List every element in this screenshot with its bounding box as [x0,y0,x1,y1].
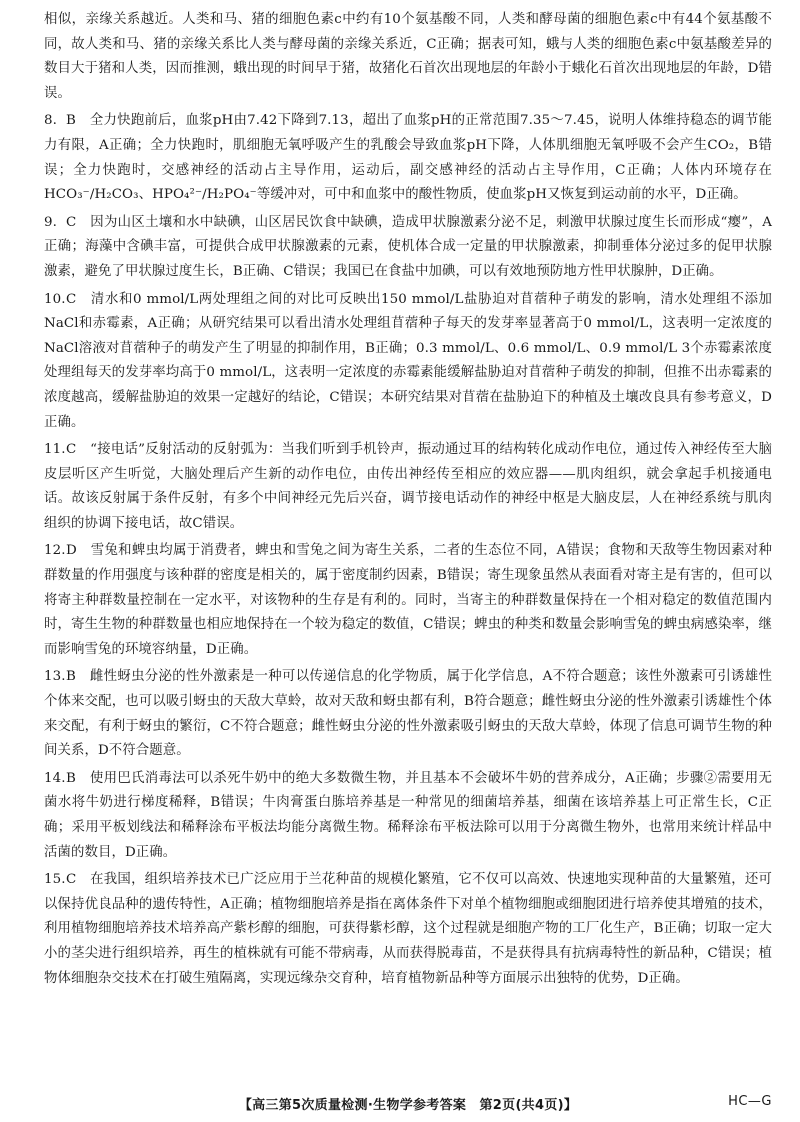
item-answer: B [66,669,76,685]
item-explanation: 清水和0 mmol/L两处理组之间的对比可反映出150 mmol/L盐胁迫对苜蓿种子萌发的影响，清水处理组不添加NaCl和赤霉素，A正确；从研究结果可以看出清水处理组苜蓿种子每天的发芽率显著高于0 mmol/L，这表明一定浓度的NaCl溶液对苜蓿种子的萌发产生了明显的抑制作用，B正确；0.3 mmol/L、0.6 mmol/L、0.9 mmol/L 3个赤霉素浓度处理组每天的发芽率均高于0 mmol/L，这表明一定浓度的赤霉素能缓解盐胁迫对苜蓿种子萌发的抑制，但推不出赤霉素的浓度越高，缓解盐胁迫的效果一定越好的结论，C错误；本研究结果对苜蓿在盐胁迫下的种植及土壤改良具有参考意义，D正确。 [44,291,772,430]
item-number: 9. [44,214,57,230]
item-explanation: 雪兔和蜱虫均属于消费者，蜱虫和雪兔之间为寄生关系，二者的生态位不同，A错误；食物和天敌等生物因素对种群数量的作用强度与该种群的密度是相关的，属于密度制约因素，B错误；寄生现象虽然从表面看对寄主是有害的，但可以将寄主种群数量控制在一定水平，对该物种的生存是有利的。同时，当寄主的种群数量保持在一个相对稳定的数值范围内时，寄生生物的种群数量也相应地保持在一个较为稳定的数值，C错误；蜱虫的种类和数量会影响雪兔的蜱虫病感染率，继而影响雪兔的环境容纳量，D正确。 [44,543,772,657]
answer-items [44,109,772,991]
item-explanation: 雌性蚜虫分泌的性外激素是一种可以传递信息的化学物质，属于化学信息，A不符合题意；该性外激素可引诱雄性个体来交配，也可以吸引蚜虫的天敌大草蛉，故对天敌和蚜虫都有利，B符合题意；雌性蚜虫分泌的性外激素引诱雄性个体来交配，有利于蚜虫的繁衍，C不符合题意；雌性蚜虫分泌的性外激素吸引蚜虫的天敌大草蛉，体现了信息可调节生物的种间关系，D不符合题意。 [44,669,772,759]
answer-item [44,767,772,865]
item-answer: C [66,291,77,307]
item-number: 14. [44,770,66,786]
item-number: 11. [44,442,66,458]
answer-item [44,109,772,207]
item-number: 10. [44,291,66,307]
answer-item [44,868,772,991]
answer-item [44,288,772,436]
item-answer: B [66,113,76,129]
item-explanation: 在我国，组织培养技术已广泛应用于兰花种苗的规模化繁殖，它不仅可以高效、快速地实现种苗的大量繁殖，还可以保持优良品种的遗传特性，A正确；植物细胞培养是指在离体条件下对单个植物细胞或细胞团进行培养使其增殖的技术，利用植物细胞培养技术培养高产紫杉醇的细胞，可获得紫杉醇，这个过程就是细胞产物的工厂化生产，B正确；切取一定大小的茎尖进行组织培养，再生的植株就有可能不带病毒，从而获得脱毒苗，不是获得具有抗病毒特性的新品种，C错误；植物体细胞杂交技术在打破生殖隔离，实现远缘杂交育种，培育植物新品种等方面展示出独特的优势，D正确。 [44,872,772,986]
footer-title: 【高三第5次质量检测·生物学参考答案 第2页(共4页)】 [238,1098,578,1113]
answer-item [44,211,772,285]
footer-code: HC—G [728,1094,772,1109]
answer-document [44,8,772,994]
item-explanation: “接电话”反射活动的反射弧为：当我们听到手机铃声，振动通过耳的结构转化成动作电位，通过传入神经传至大脑皮层听区产生听觉，大脑处理后产生新的动作电位，由传出神经传至相应的效应器——肌肉组织，就会拿起手机接通电话。故该反射属于条件反射，有多个中间神经元先后兴奋，调节接电话动作的神经中枢是大脑皮层，人在神经系统与肌肉组织的协调下接电话，故C错误。 [44,442,772,531]
item-number: 12. [44,543,66,559]
item-answer: C [66,442,77,458]
answer-item [44,539,772,662]
item-explanation: 全力快跑前后，血浆pH由7.42下降到7.13，超出了血浆pH的正常范围7.35～7.45，说明人体维持稳态的调节能力有限，A正确；全力快跑时，肌细胞无氧呼吸产生的乳酸会导致血浆pH下降，人体肌细胞无氧呼吸不会产生CO₂，B错误；全力快跑时，交感神经的活动占主导作用，运动后，副交感神经的活动占主导作用，C正确；人体内环境存在HCO₃⁻/H₂CO₃、HPO₄²⁻/H₂PO₄⁻等缓冲对，可中和血浆中的酸性物质，使血浆pH又恢复到运动前的水平，D正确。 [44,113,772,203]
item-number: 15. [44,872,66,888]
item-explanation: 使用巴氏消毒法可以杀死牛奶中的绝大多数微生物，并且基本不会破坏牛奶的营养成分，A正确；步骤②需要用无菌水将牛奶进行梯度稀释，B错误；牛肉膏蛋白胨培养基是一种常见的细菌培养基，细菌在该培养基上可正常生长，C正确；采用平板划线法和稀释涂布平板法均能分离微生物。稀释涂布平板法除可以用于分离微生物外，也常用来统计样品中活菌的数目，D正确。 [44,770,772,860]
answer-item [44,438,772,536]
item-number: 13. [44,669,66,685]
continuation-paragraph: 相似，亲缘关系越近。人类和马、猪的细胞色素c中约有10个氨基酸不同，人类和酵母菌的细胞色素c中有44个氨基酸不同，故人类和马、猪的亲缘关系比人类与酵母菌的亲缘关系近，C正确；据表可知，蛾与人类的细胞色素c中氨基酸差异的数目大于猪和人类，因而推测，蛾出现的时间早于猪，故猪化石首次出现地层的年龄小于蛾化石首次出现地层的年龄，D错误。 [44,12,772,101]
item-answer: C [66,872,77,888]
item-answer: D [66,543,77,559]
page-footer [44,1094,772,1114]
item-number: 8. [44,113,57,129]
item-explanation: 因为山区土壤和水中缺碘，山区居民饮食中缺碘，造成甲状腺激素分泌不足，刺激甲状腺过度生长而形成“瘿”，A正确；海藻中含碘丰富，可提供合成甲状腺激素的元素，使机体合成一定量的甲状腺激素，抑制垂体分泌过多的促甲状腺激素，避免了甲状腺过度生长，B正确、C错误；我国已在食盐中加碘，可以有效地预防地方性甲状腺肿，D正确。 [44,214,772,279]
item-answer: C [66,214,77,230]
answer-item [44,665,772,763]
item-answer: B [66,770,76,786]
